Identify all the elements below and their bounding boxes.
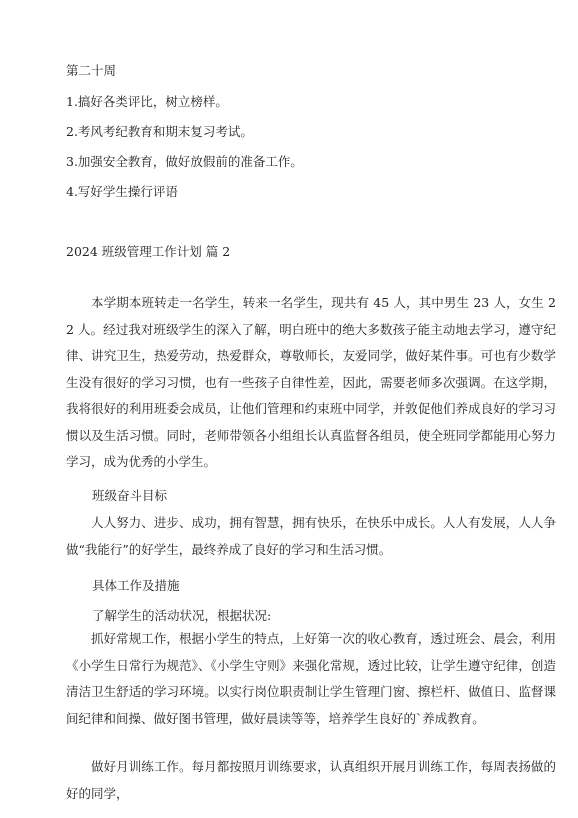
monthly-paragraph: 做好月训练工作。每月都按照月训练要求，认真组织开展月训练工作，每周表扬做的好的同学，	[66, 759, 556, 801]
week-heading: 第二十周	[66, 63, 117, 78]
week-item-3: 3.加强安全教育，做好放假前的准备工作。	[66, 154, 303, 169]
goal-heading: 班级奋斗目标	[92, 488, 168, 503]
week-item-1: 1.搞好各类评比，树立榜样。	[66, 94, 228, 109]
week-item-2: 2.考风考纪教育和期末复习考试。	[66, 124, 253, 139]
section-title: 2024 班级管理工作计划 篇 2	[66, 244, 231, 259]
routine-paragraph: 抓好常规工作，根据小学生的特点，上好第一次的收心教育，透过班会、晨会，利用《小学生日常行为规范》、《小学生守则》来强化常规，透过比较，让学生遵守纪律，创造清洁卫生舒适的学习环境。以实行岗位职责制让学生管理门窗、擦栏杆、做值日、监督课间纪律和间操、做好图书管理，做好晨读等等，培养学生良好的`养成教育。	[66, 631, 556, 726]
measures-heading: 具体工作及措施	[92, 578, 180, 593]
understand-line: 了解学生的活动状况，根据状况:	[92, 608, 272, 623]
goal-paragraph: 人人努力、进步、成功，拥有智慧，拥有快乐，在快乐中成长。人人有发展，人人争做“我能行”的好学生，最终养成了良好的学习和生活习惯。	[66, 515, 556, 557]
week-item-4: 4.写好学生操行评语	[66, 184, 178, 199]
intro-paragraph: 本学期本班转走一名学生，转来一名学生，现共有 45 人，其中男生 23 人，女生 22 人。经过我对班级学生的深入了解，明白班中的绝大多数孩子能主动地去学习，遵守纪律、讲究卫生，热爱劳动，热爱群众，尊敬师长，友爱同学，做好某件事。可也有少数学生没有很好的学习习惯，也有一些孩子自律性差，因此，需要老师多次强调。在这学期，我将很好的利用班委会成员，让他们管理和约束班中同学，并敦促他们养成良好的学习习惯以及生活习惯。同时，老师带领各小组组长认真监督各组员，使全班同学都能用心努力学习，成为优秀的小学生。	[66, 295, 556, 469]
